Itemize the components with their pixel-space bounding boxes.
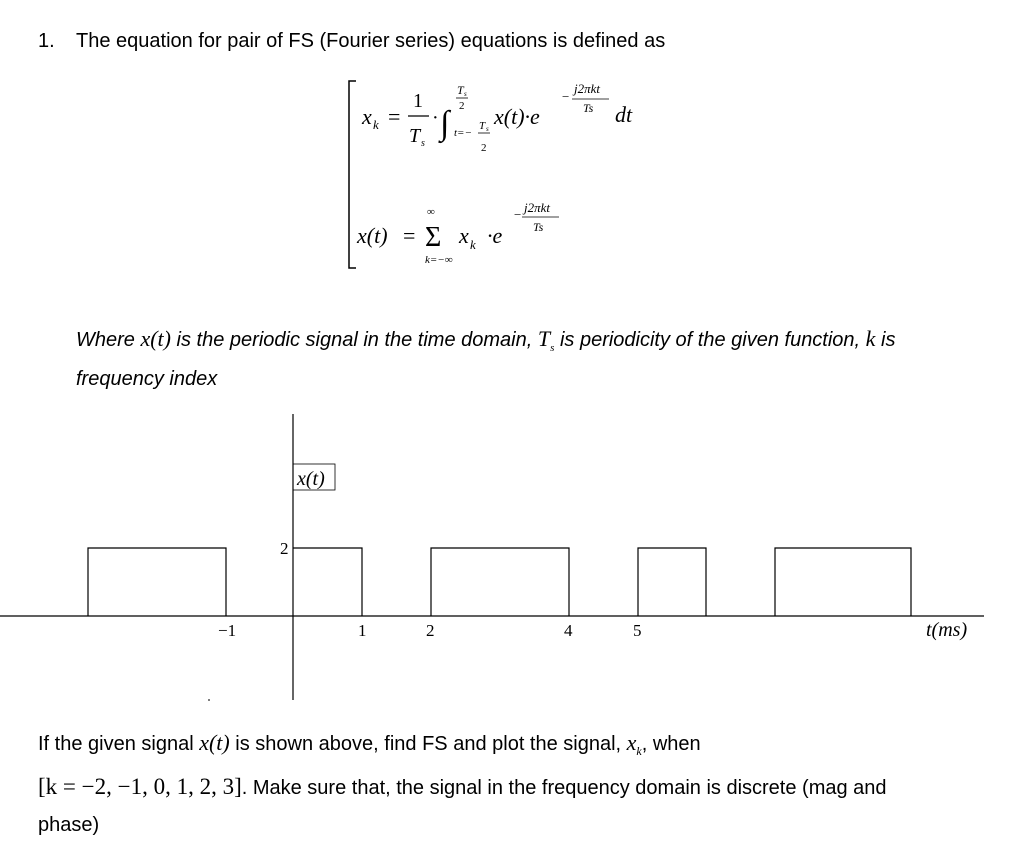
lower-limit-var: t=− <box>454 127 472 139</box>
question-number: 1. <box>38 30 55 52</box>
where-xt: x(t) <box>140 326 171 351</box>
eq1-exp-num: j2πkt <box>574 81 601 96</box>
upper-limit-den: 2 <box>459 100 465 112</box>
sum-lower: k=−∞ <box>425 254 453 266</box>
bottom-line-1 <box>38 730 701 759</box>
b1b: x(t) <box>199 730 230 755</box>
where-line2: frequency index <box>76 368 218 390</box>
eq1-dt: dt <box>615 102 633 127</box>
eq2-dot-e: ·e <box>487 223 503 248</box>
eq1-dot: · <box>432 107 439 129</box>
eq2-exp-den: Ts <box>533 220 544 234</box>
k-range: [k = −2, −1, 0, 1, 2, 3] <box>38 774 242 799</box>
pulse-2 <box>293 548 362 616</box>
eq1-lhs-sub: k <box>373 117 379 132</box>
tick-neg1: −1 <box>218 621 237 640</box>
eq1-equals: = <box>388 104 401 129</box>
lower-limit-num: T <box>479 120 486 132</box>
where-ts-sub: s <box>550 342 555 354</box>
b1e: , when <box>641 733 701 755</box>
tick-5: 5 <box>633 621 642 640</box>
question-text: The equation for pair of FS (Fourier series) equations is defined as <box>76 30 666 52</box>
fs-equations <box>0 0 1024 300</box>
where-w7: is <box>875 329 896 351</box>
tick-1: 1 <box>358 621 367 640</box>
bottom-line-2 <box>38 774 887 800</box>
eq1-frac-den: T <box>409 125 421 147</box>
where-paragraph <box>76 326 895 354</box>
pulse-4 <box>638 548 706 616</box>
where-w3: is the periodic signal in the time domain, <box>171 329 538 351</box>
upper-limit-sub: s <box>464 90 467 98</box>
where-k: k <box>865 326 876 351</box>
eq2-exp-sign: − <box>514 207 522 222</box>
x-axis-label: t(ms) <box>926 619 968 641</box>
integral-sign: ∫ <box>440 105 450 142</box>
tick-2: 2 <box>426 621 435 640</box>
eq1-frac-den-sub: s <box>421 138 425 149</box>
eq1-frac-num: 1 <box>413 90 423 112</box>
bottom-line-3: phase) <box>38 814 100 836</box>
lower-limit-sub: s <box>486 125 489 133</box>
upper-limit-num: T <box>457 83 464 97</box>
b2-text: . Make sure that, the signal in the frequency domain is discrete (mag and <box>241 777 887 799</box>
sigma-sign: Σ <box>425 222 442 253</box>
amplitude-label: 2 <box>280 539 289 558</box>
where-w5: is periodicity of the given function, <box>554 329 866 351</box>
b1d-sub: k <box>636 744 642 758</box>
sum-upper: ∞ <box>427 206 435 218</box>
b1d: x <box>626 730 637 755</box>
eq2-term: x <box>459 223 469 248</box>
eq1-exp-sign: − <box>562 89 570 104</box>
eq1-lhs: x <box>362 104 372 129</box>
where-w1: Where <box>76 329 141 351</box>
tick-4: 4 <box>564 621 573 640</box>
equation-bracket <box>349 81 356 268</box>
eq1-exp-den: Ts <box>583 101 594 115</box>
b1c: is shown above, find FS and plot the signal, <box>229 733 627 755</box>
pulse-1 <box>88 548 226 616</box>
pulse-3 <box>431 548 569 616</box>
stray-dot <box>208 699 210 701</box>
pulse-5 <box>775 548 911 616</box>
eq2-exp-num: j2πkt <box>524 200 551 215</box>
y-axis-label: x(t) <box>297 468 325 490</box>
eq2-lhs: x(t) <box>357 223 388 248</box>
where-ts: T <box>537 326 551 351</box>
lower-limit-den: 2 <box>481 142 487 154</box>
eq2-term-sub: k <box>470 237 476 252</box>
eq2-equals: = <box>403 223 416 248</box>
eq1-integrand: x(t)·e <box>494 104 540 129</box>
signal-graph <box>0 400 1024 710</box>
b1a: If the given signal <box>38 733 200 755</box>
